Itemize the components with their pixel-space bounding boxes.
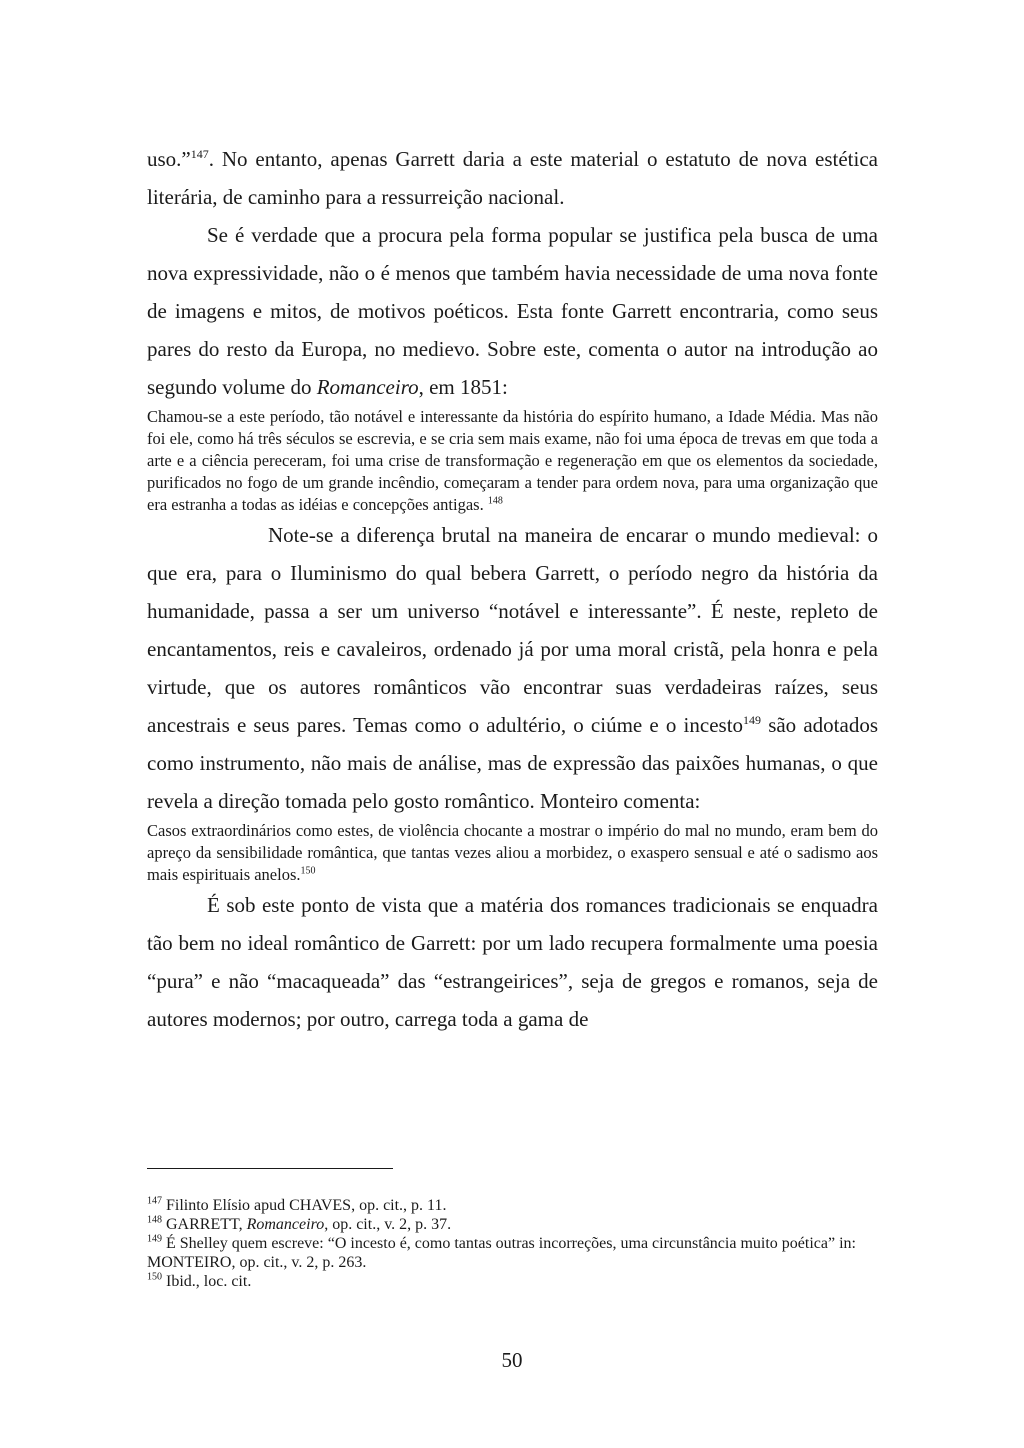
footnote-number: 148 <box>147 1214 162 1226</box>
block-quote-2 <box>147 820 878 886</box>
paragraph-text: Note-se a diferença brutal na maneira de encarar o mundo medieval: o que era, para o Iluminismo do qual bebera Garrett, o período negro da história da humanidade, passa a ser um universo “notável e interessante”. É neste, repleto de encantamentos, reis e cavaleiros, ordenado já por uma moral cristã, pela honra e pela virtude, que os autores românticos vão encontrar suas verdadeiras raízes, seus ancestrais e seus pares. Temas como o adultério, o ciúme e o incesto <box>147 523 878 737</box>
footnote-147 <box>147 1196 878 1215</box>
footnote-148 <box>147 1215 878 1234</box>
footnotes <box>147 1196 878 1291</box>
footnote-text: É Shelley quem escreve: “O incesto é, como tantas outras incorreções, uma circunstância muito poética” in: MONTEIRO, op. cit., v. 2, p. 263. <box>147 1235 856 1271</box>
footnote-ref[interactable]: 149 <box>743 713 762 727</box>
paragraph-text: Se é verdade que a procura pela forma popular se justifica pela busca de uma nova expressividade, não o é menos que também havia necessidade de uma nova fonte de imagens e mitos, de motivos poéticos. Esta fonte Garrett encontraria, como seus pares do resto da Europa, no medievo. Sobre este, comenta o autor na introdução ao segundo volume do <box>147 223 878 399</box>
footnote-150 <box>147 1272 878 1291</box>
paragraph-text: . No entanto, apenas Garrett daria a este material o estatuto de nova estética literária, de caminho para a ressurreição nacional. <box>147 147 878 209</box>
page-number: 50 <box>501 1348 523 1372</box>
paragraph-text: uso.” <box>147 147 191 171</box>
footnote-divider <box>147 1168 393 1169</box>
footnote-text: GARRETT, <box>162 1216 247 1233</box>
footnote-number: 147 <box>147 1195 162 1207</box>
footnote-ref[interactable]: 150 <box>300 865 316 877</box>
paragraph-1 <box>147 140 878 216</box>
footnote-text: Ibid., loc. cit. <box>162 1273 252 1290</box>
footnote-ref[interactable]: 148 <box>487 495 503 507</box>
footnote-text: Filinto Elísio apud CHAVES, op. cit., p. 11. <box>162 1197 447 1214</box>
paragraph-2 <box>147 216 878 406</box>
footnote-149 <box>147 1234 878 1272</box>
paragraph-3 <box>147 516 878 820</box>
quote-text: Casos extraordinários como estes, de violência chocante a mostrar o império do mal no mundo, eram bem do apreço da sensibilidade romântica, que tantas vezes aliou a morbidez, o exaspero sensual e até o sadismo aos mais espirituais anelos. <box>147 821 878 884</box>
paragraph-text: são adotados como instrumento, não mais de análise, mas de expressão das paixões humanas, o que revela a direção tomada pelo gosto romântico. Monteiro comenta: <box>147 713 878 813</box>
footnote-number: 150 <box>147 1271 162 1283</box>
book-title: Romanceiro <box>246 1216 325 1233</box>
book-title: Romanceiro <box>316 375 419 399</box>
block-quote-1 <box>147 406 878 516</box>
footnote-ref[interactable]: 147 <box>190 147 209 161</box>
footnote-number: 149 <box>147 1233 162 1245</box>
footnote-text: , op. cit., v. 2, p. 37. <box>324 1216 452 1233</box>
main-text <box>147 140 878 1038</box>
paragraph-4: É sob este ponto de vista que a matéria dos romances tradicionais se enquadra tão bem no ideal romântico de Garrett: por um lado recupera formalmente uma poesia “pura” e não “macaqueada” das “estrangeirices”, seja de gregos e romanos, seja de autores modernos; por outro, carrega toda a gama de <box>147 893 878 1031</box>
quote-text: Chamou-se a este período, tão notável e interessante da história do espírito humano, a Idade Média. Mas não foi ele, como há três séculos se escrevia, e se cria sem mais exame, não foi uma época de trevas em que toda a arte e a ciência pereceram, foi uma crise de transformação e regeneração em que os elementos da sociedade, purificados no fogo de um grande incêndio, começaram a tender para ordem nova, para uma organização que era estranha a todas as idéias e concepções antigas. <box>147 407 878 514</box>
paragraph-text: , em 1851: <box>418 375 508 399</box>
